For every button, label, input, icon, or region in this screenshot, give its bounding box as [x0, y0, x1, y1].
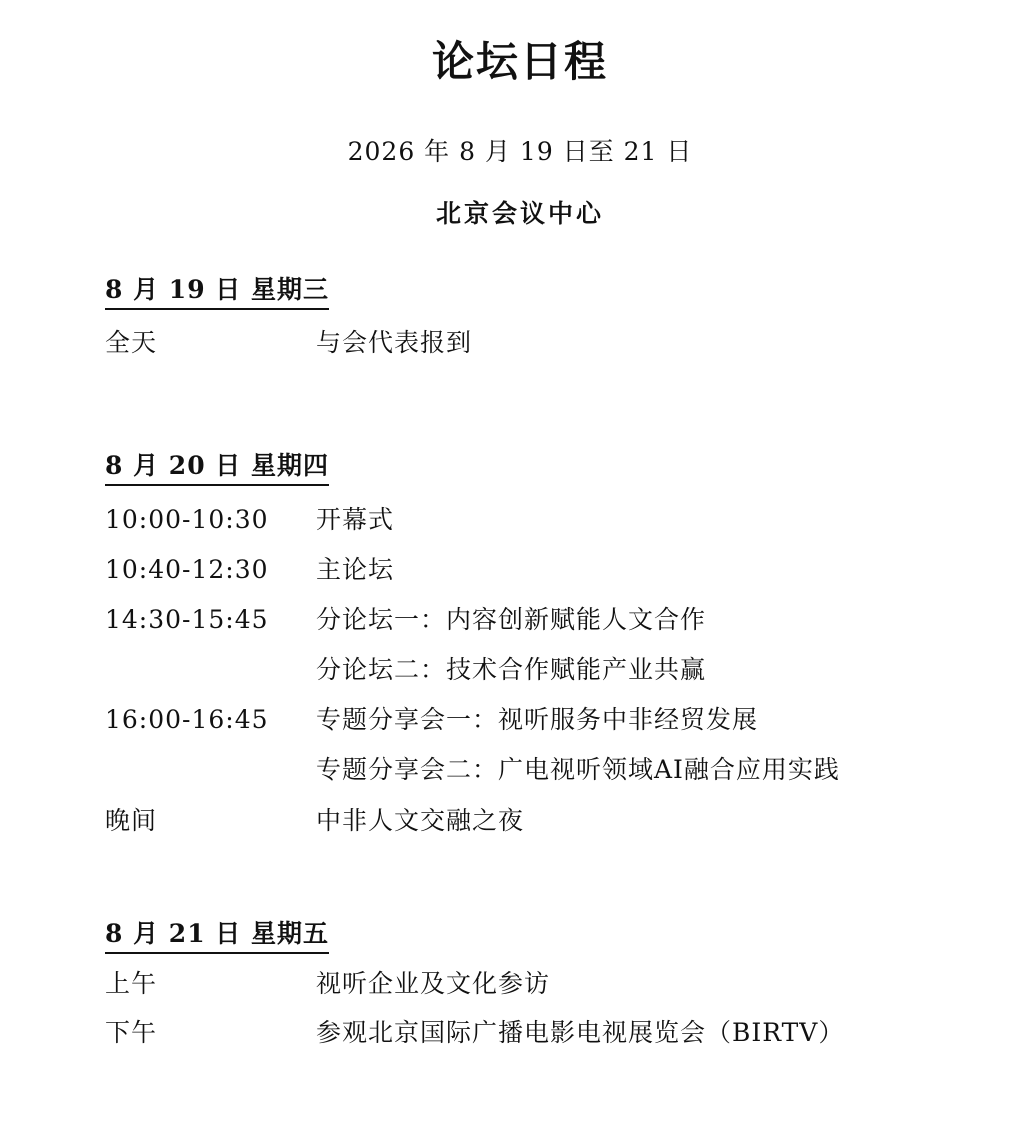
schedule-row — [105, 1011, 1005, 1055]
row-time: 14:30-15:45 — [105, 605, 269, 634]
row-time: 10:00-10:30 — [105, 505, 269, 534]
row-event: 与会代表报到 — [316, 328, 473, 357]
row-event: 专题分享会二：广电视听领域AI融合应用实践 — [316, 755, 840, 784]
day-header-aug-21: 8 月 21 日 星期五 — [105, 916, 329, 954]
row-event: 分论坛一：内容创新赋能人文合作 — [316, 605, 707, 634]
venue: 北京会议中心 — [435, 199, 604, 228]
row-time: 上午 — [105, 969, 158, 998]
schedule-row — [105, 498, 1005, 542]
row-time: 下午 — [105, 1018, 158, 1047]
schedule-row — [105, 548, 1005, 592]
schedule-row — [105, 648, 1005, 692]
row-time: 16:00-16:45 — [105, 705, 269, 734]
day-header-aug-20: 8 月 20 日 星期四 — [105, 448, 329, 486]
row-time: 晚间 — [105, 806, 158, 835]
schedule-row — [105, 321, 1005, 365]
day-header-aug-19: 8 月 19 日 星期三 — [105, 272, 329, 310]
row-time: 全天 — [105, 328, 158, 357]
row-event: 分论坛二：技术合作赋能产业共赢 — [316, 655, 707, 684]
page-title: 论坛日程 — [431, 37, 608, 86]
row-event: 中非人文交融之夜 — [316, 806, 525, 835]
row-time: 10:40-12:30 — [105, 555, 269, 584]
schedule-row — [105, 748, 1005, 792]
row-event: 参观北京国际广播电影电视展览会（BIRTV） — [316, 1018, 845, 1047]
row-event: 主论坛 — [316, 555, 395, 584]
row-event: 专题分享会一：视听服务中非经贸发展 — [316, 705, 759, 734]
schedule-row — [105, 962, 1005, 1006]
date-range: 2026 年 8 月 19 日至 21 日 — [347, 137, 693, 166]
schedule-row — [105, 598, 1005, 642]
schedule-row — [105, 698, 1005, 742]
schedule-row — [105, 799, 1005, 843]
row-event: 开幕式 — [316, 505, 395, 534]
row-event: 视听企业及文化参访 — [316, 969, 551, 998]
